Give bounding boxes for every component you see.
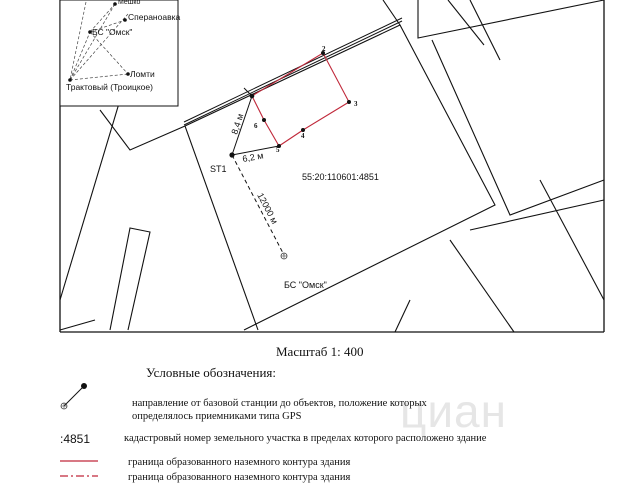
- dimension-horizontal: 6,2 м: [241, 150, 265, 164]
- legend-building-contour: граница образованного наземного контура здания: [128, 457, 351, 468]
- inset-box: [60, 0, 180, 106]
- legend-cadastral-text: кадастровый номер земельного участка в пределах которого расположено здание: [124, 433, 487, 444]
- inset-label-top: Мешко: [118, 0, 141, 6]
- legend-direction-text-1: направление от базовой станции до объектов, положение которых: [132, 398, 427, 409]
- base-station-label: БС "Омск": [284, 280, 327, 290]
- cadastral-number: 55:20:110601:4851: [302, 172, 379, 182]
- contour-points: [229, 51, 351, 158]
- point-label-3: 3: [354, 100, 358, 108]
- legend-direction-symbol: [61, 383, 87, 409]
- station-label: ST1: [210, 164, 227, 174]
- point-label-5: 5: [276, 146, 280, 154]
- watermark: циан: [400, 385, 508, 437]
- inset-label-lomti: Ломти: [130, 69, 155, 79]
- inset-label-traktovy: Трактовый (Троицкое): [66, 82, 153, 92]
- distance-label: 12000 м: [255, 191, 280, 226]
- legend-title: Условные обозначения:: [146, 365, 277, 380]
- inset-label-sperenovka: Спераноавка: [128, 12, 181, 22]
- legend-direction-text-2: определялось приемниками типа GPS: [132, 411, 302, 422]
- point-label-4: 4: [301, 132, 305, 140]
- dimension-vertical: 8,4 м: [229, 112, 246, 136]
- inset-label-bs-omsk: БС "Омск": [92, 27, 133, 37]
- legend-building-contour-2: граница образованного наземного контура здания: [128, 472, 351, 483]
- scale-label: Масштаб 1: 400: [276, 344, 364, 359]
- point-label-2: 2: [322, 45, 326, 53]
- point-label-6: 6: [254, 122, 258, 130]
- legend-cadastral-code: :4851: [60, 432, 91, 446]
